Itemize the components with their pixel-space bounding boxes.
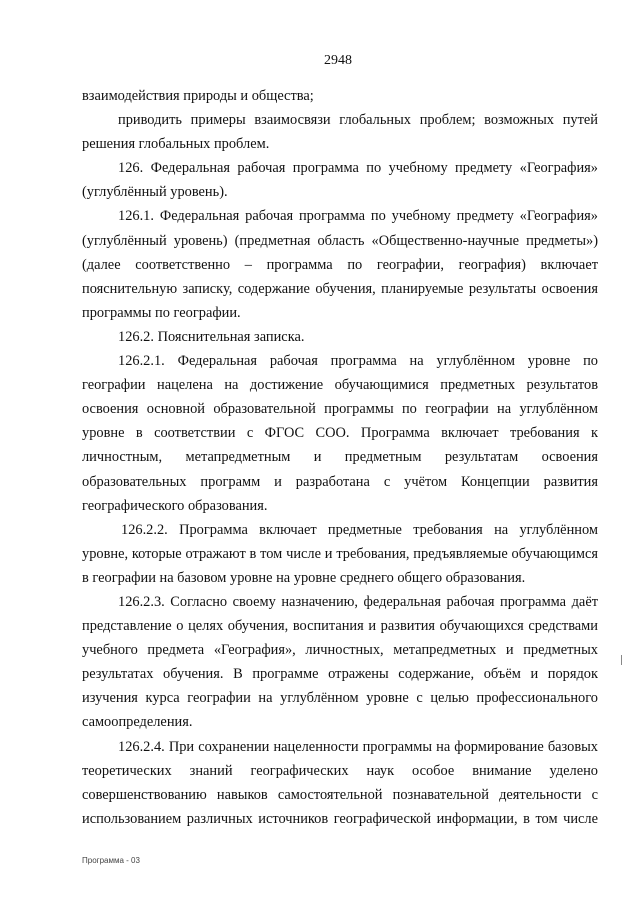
paragraph-3: 126. Федеральная рабочая программа по учебному предмету «География» (углублённый уровень). <box>82 160 598 201</box>
document-body <box>82 84 598 831</box>
paragraph-9: 126.2.4. При сохранении нацеленности программы на формирование базовых теоретических знаний географических наук особое внимание уделено совершенствованию навыков самостоятельной познавательной деятельности с использованием различных источников географической информации, в том числе <box>82 738 598 827</box>
page-footer: Программа - 03 <box>82 856 140 865</box>
paragraph-5: 126.2. Пояснительная записка. <box>118 328 305 345</box>
paragraph-2: приводить примеры взаимосвязи глобальных проблем; возможных путей решения глобальных проблем. <box>82 112 598 153</box>
paragraph-6: 126.2.1. Федеральная рабочая программа на углублённом уровне по географии нацелена на достижение обучающимися предметных результатов освоения основной образовательной программы по географии на углублённом уровне в соответствии с ФГОС СОО. Программа включает требования к личностным, метапредметным и предметным результатам освоения образовательных программ и разработана с учётом Концепции развития географического образования. <box>82 353 598 514</box>
paragraph-4: 126.1. Федеральная рабочая программа по учебному предмету «География» (углублённый уровень) (предметная область «Общественно-научные предметы») (далее соответственно – программа по географии, география) включает пояснительную записку, содержание обучения, планируемые результаты освоения программы по географии. <box>82 208 598 321</box>
scan-mark <box>621 655 622 665</box>
page-number: 2948 <box>324 53 352 68</box>
paragraph-1: взаимодействия природы и общества; <box>82 88 314 104</box>
paragraph-8: 126.2.3. Согласно своему назначению, федеральная рабочая программа даёт представление о целях обучения, воспитания и развития обучающихся средствами учебного предмета «География», личностных, метапредметных и предметных результатах обучения. В программе отражены содержание, объём и порядок изучения курса географии на углублённом уровне с целью профессионального самоопределения. <box>82 593 598 731</box>
paragraph-7: 126.2.2. Программа включает предметные требования на углублённом уровне, которые отражают в том числе и требования, предъявляемые обучающимся в географии на базовом уровне на уровне среднего общего образования. <box>82 521 598 586</box>
